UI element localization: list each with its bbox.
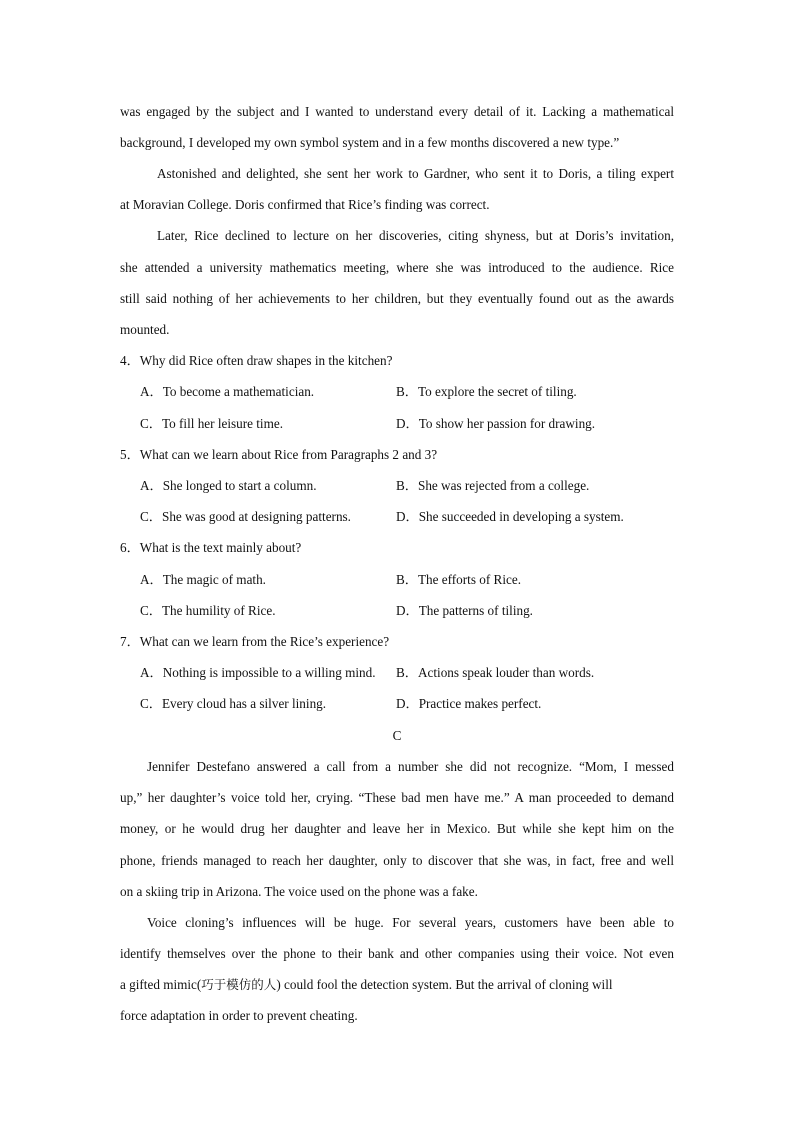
option-d: D．She succeeded in developing a system. (396, 509, 624, 524)
passage-segment (120, 975, 613, 995)
passage-text: a gifted mimic( (120, 977, 202, 992)
passage-line: background, I developed my own symbol system and in a few months discovered a new type.” (120, 135, 620, 150)
question-stem: 5．What can we learn about Rice from Paragraphs 2 and 3? (120, 447, 438, 462)
option-c: C．She was good at designing patterns. (140, 509, 351, 524)
passage-line: was engaged by the subject and I wanted to understand every detail of it. Lacking a mathematical (120, 104, 674, 119)
passage-line: Astonished and delighted, she sent her work to Gardner, who sent it to Doris, a tiling expert (157, 166, 674, 181)
option-b: B．The efforts of Rice. (396, 572, 522, 587)
passage-line: Jennifer Destefano answered a call from a number she did not recognize. “Mom, I messed (147, 759, 674, 774)
chinese-gloss: 巧于模仿的人 (201, 977, 277, 992)
passage-line: Later, Rice declined to lecture on her discoveries, citing shyness, but at Doris’s invitation, (157, 228, 674, 243)
option-c: C．To fill her leisure time. (140, 416, 284, 431)
passage-line: Voice cloning’s influences will be huge. For several years, customers have been able to (147, 915, 674, 930)
passage-line: identify themselves over the phone to their bank and other companies using their voice. Not even (120, 946, 674, 961)
passage-text: ) could fool the detection system. But the arrival of cloning will (276, 977, 613, 992)
section-heading: C (392, 728, 402, 743)
passage-line: money, or he would drug her daughter and leave her in Mexico. But while she kept him on the (120, 821, 674, 836)
option-b: B．To explore the secret of tiling. (396, 384, 577, 399)
option-d: D．The patterns of tiling. (396, 603, 533, 618)
option-c: C．Every cloud has a silver lining. (140, 696, 327, 711)
option-a: A．The magic of math. (140, 572, 266, 587)
question-stem: 7．What can we learn from the Rice’s experience? (120, 634, 390, 649)
passage-line: force adaptation in order to prevent cheating. (120, 1008, 358, 1023)
option-d: D．To show her passion for drawing. (396, 416, 596, 431)
option-d: D．Practice makes perfect. (396, 696, 542, 711)
passage-line: up,” her daughter’s voice told her, crying. “These bad men have me.” A man proceeded to demand (120, 790, 674, 805)
option-c: C．The humility of Rice. (140, 603, 276, 618)
option-a: A．To become a mathematician. (140, 384, 315, 399)
option-a: A．Nothing is impossible to a willing mind. (140, 665, 376, 680)
passage-line: still said nothing of her achievements to her children, but they eventually found out as the awards (120, 291, 674, 306)
passage-line: mounted. (120, 322, 170, 337)
option-a: A．She longed to start a column. (140, 478, 317, 493)
question-stem: 4．Why did Rice often draw shapes in the kitchen? (120, 353, 393, 368)
passage-line: she attended a university mathematics meeting, where she was introduced to the audience. Rice (120, 260, 674, 275)
option-b: B．Actions speak louder than words. (396, 665, 595, 680)
passage-line: on a skiing trip in Arizona. The voice used on the phone was a fake. (120, 884, 478, 899)
passage-line-mixed (120, 975, 674, 995)
passage-line: phone, friends managed to reach her daughter, only to discover that she was, in fact, free and well (120, 853, 674, 868)
passage-line: at Moravian College. Doris confirmed that Rice’s finding was correct. (120, 197, 490, 212)
question-stem: 6．What is the text mainly about? (120, 540, 302, 555)
option-b: B．She was rejected from a college. (396, 478, 590, 493)
